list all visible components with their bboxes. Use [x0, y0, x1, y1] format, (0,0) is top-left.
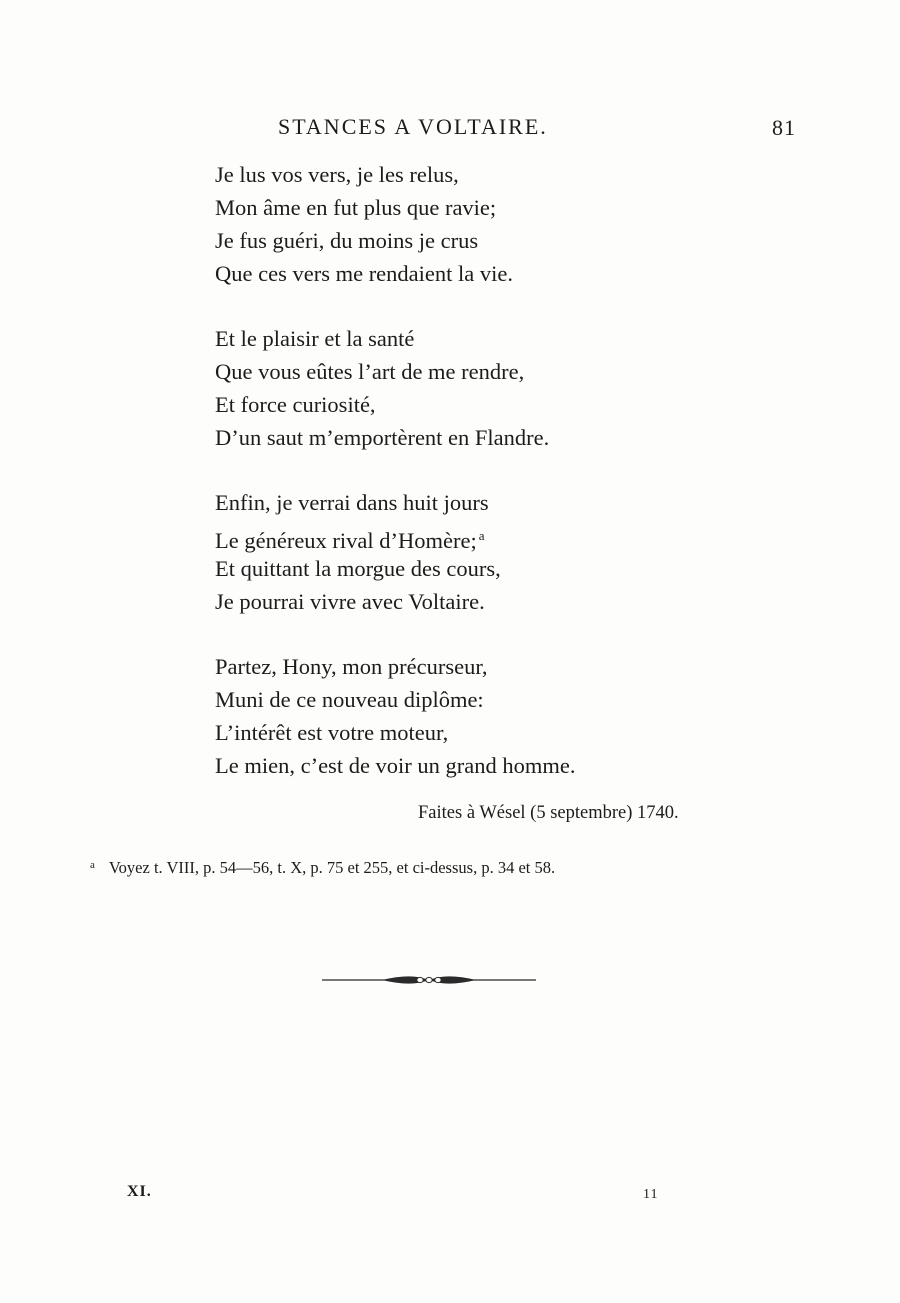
- poem-line: Enfin, je verrai dans huit jours: [215, 490, 489, 515]
- poem-line: Muni de ce nouveau diplôme:: [215, 687, 484, 712]
- poem-line: Je pourrai vivre avec Voltaire.: [215, 589, 485, 614]
- stanza-1: [215, 158, 775, 290]
- ornament-divider-icon: [322, 972, 536, 988]
- footnote-mark: a: [90, 859, 95, 871]
- poem-line: Partez, Hony, mon précurseur,: [215, 654, 488, 679]
- poem-line: Le mien, c’est de voir un grand homme.: [215, 753, 576, 778]
- poem-line: Je fus guéri, du moins je crus: [215, 228, 479, 253]
- poem-line: L’intérêt est votre moteur,: [215, 720, 449, 745]
- footnote-reference[interactable]: a: [478, 528, 485, 543]
- poem-line: Et quittant la morgue des cours,: [215, 556, 501, 581]
- stanza-4: [215, 650, 775, 782]
- footnote-text: Voyez t. VIII, p. 54—56, t. X, p. 75 et 255, et ci-dessus, p. 34 et 58.: [108, 858, 556, 877]
- poem-line: Et le plaisir et la santé: [215, 326, 415, 351]
- stanza-3: [215, 486, 775, 618]
- running-title: STANCES A VOLTAIRE.: [278, 114, 548, 139]
- poem-line: Que vous eûtes l’art de me rendre,: [215, 359, 525, 384]
- poem-line: Que ces vers me rendaient la vie.: [215, 261, 513, 286]
- footnote: [90, 858, 555, 878]
- stanza-2: [215, 322, 775, 454]
- volume-signature: XI.: [127, 1183, 152, 1200]
- gathering-number: 11: [643, 1187, 659, 1202]
- poem: [215, 158, 775, 814]
- poem-line-text: Le généreux rival d’Homère;: [215, 528, 477, 553]
- page-number: 81: [772, 115, 796, 140]
- poem-line: Et force curiosité,: [215, 392, 376, 417]
- poem-dateline: Faites à Wésel (5 septembre) 1740.: [418, 803, 679, 823]
- poem-line: Mon âme en fut plus que ravie;: [215, 195, 497, 220]
- poem-line-with-note: [215, 519, 775, 552]
- poem-line: Je lus vos vers, je les relus,: [215, 162, 459, 187]
- poem-line: D’un saut m’emportèrent en Flandre.: [215, 425, 550, 450]
